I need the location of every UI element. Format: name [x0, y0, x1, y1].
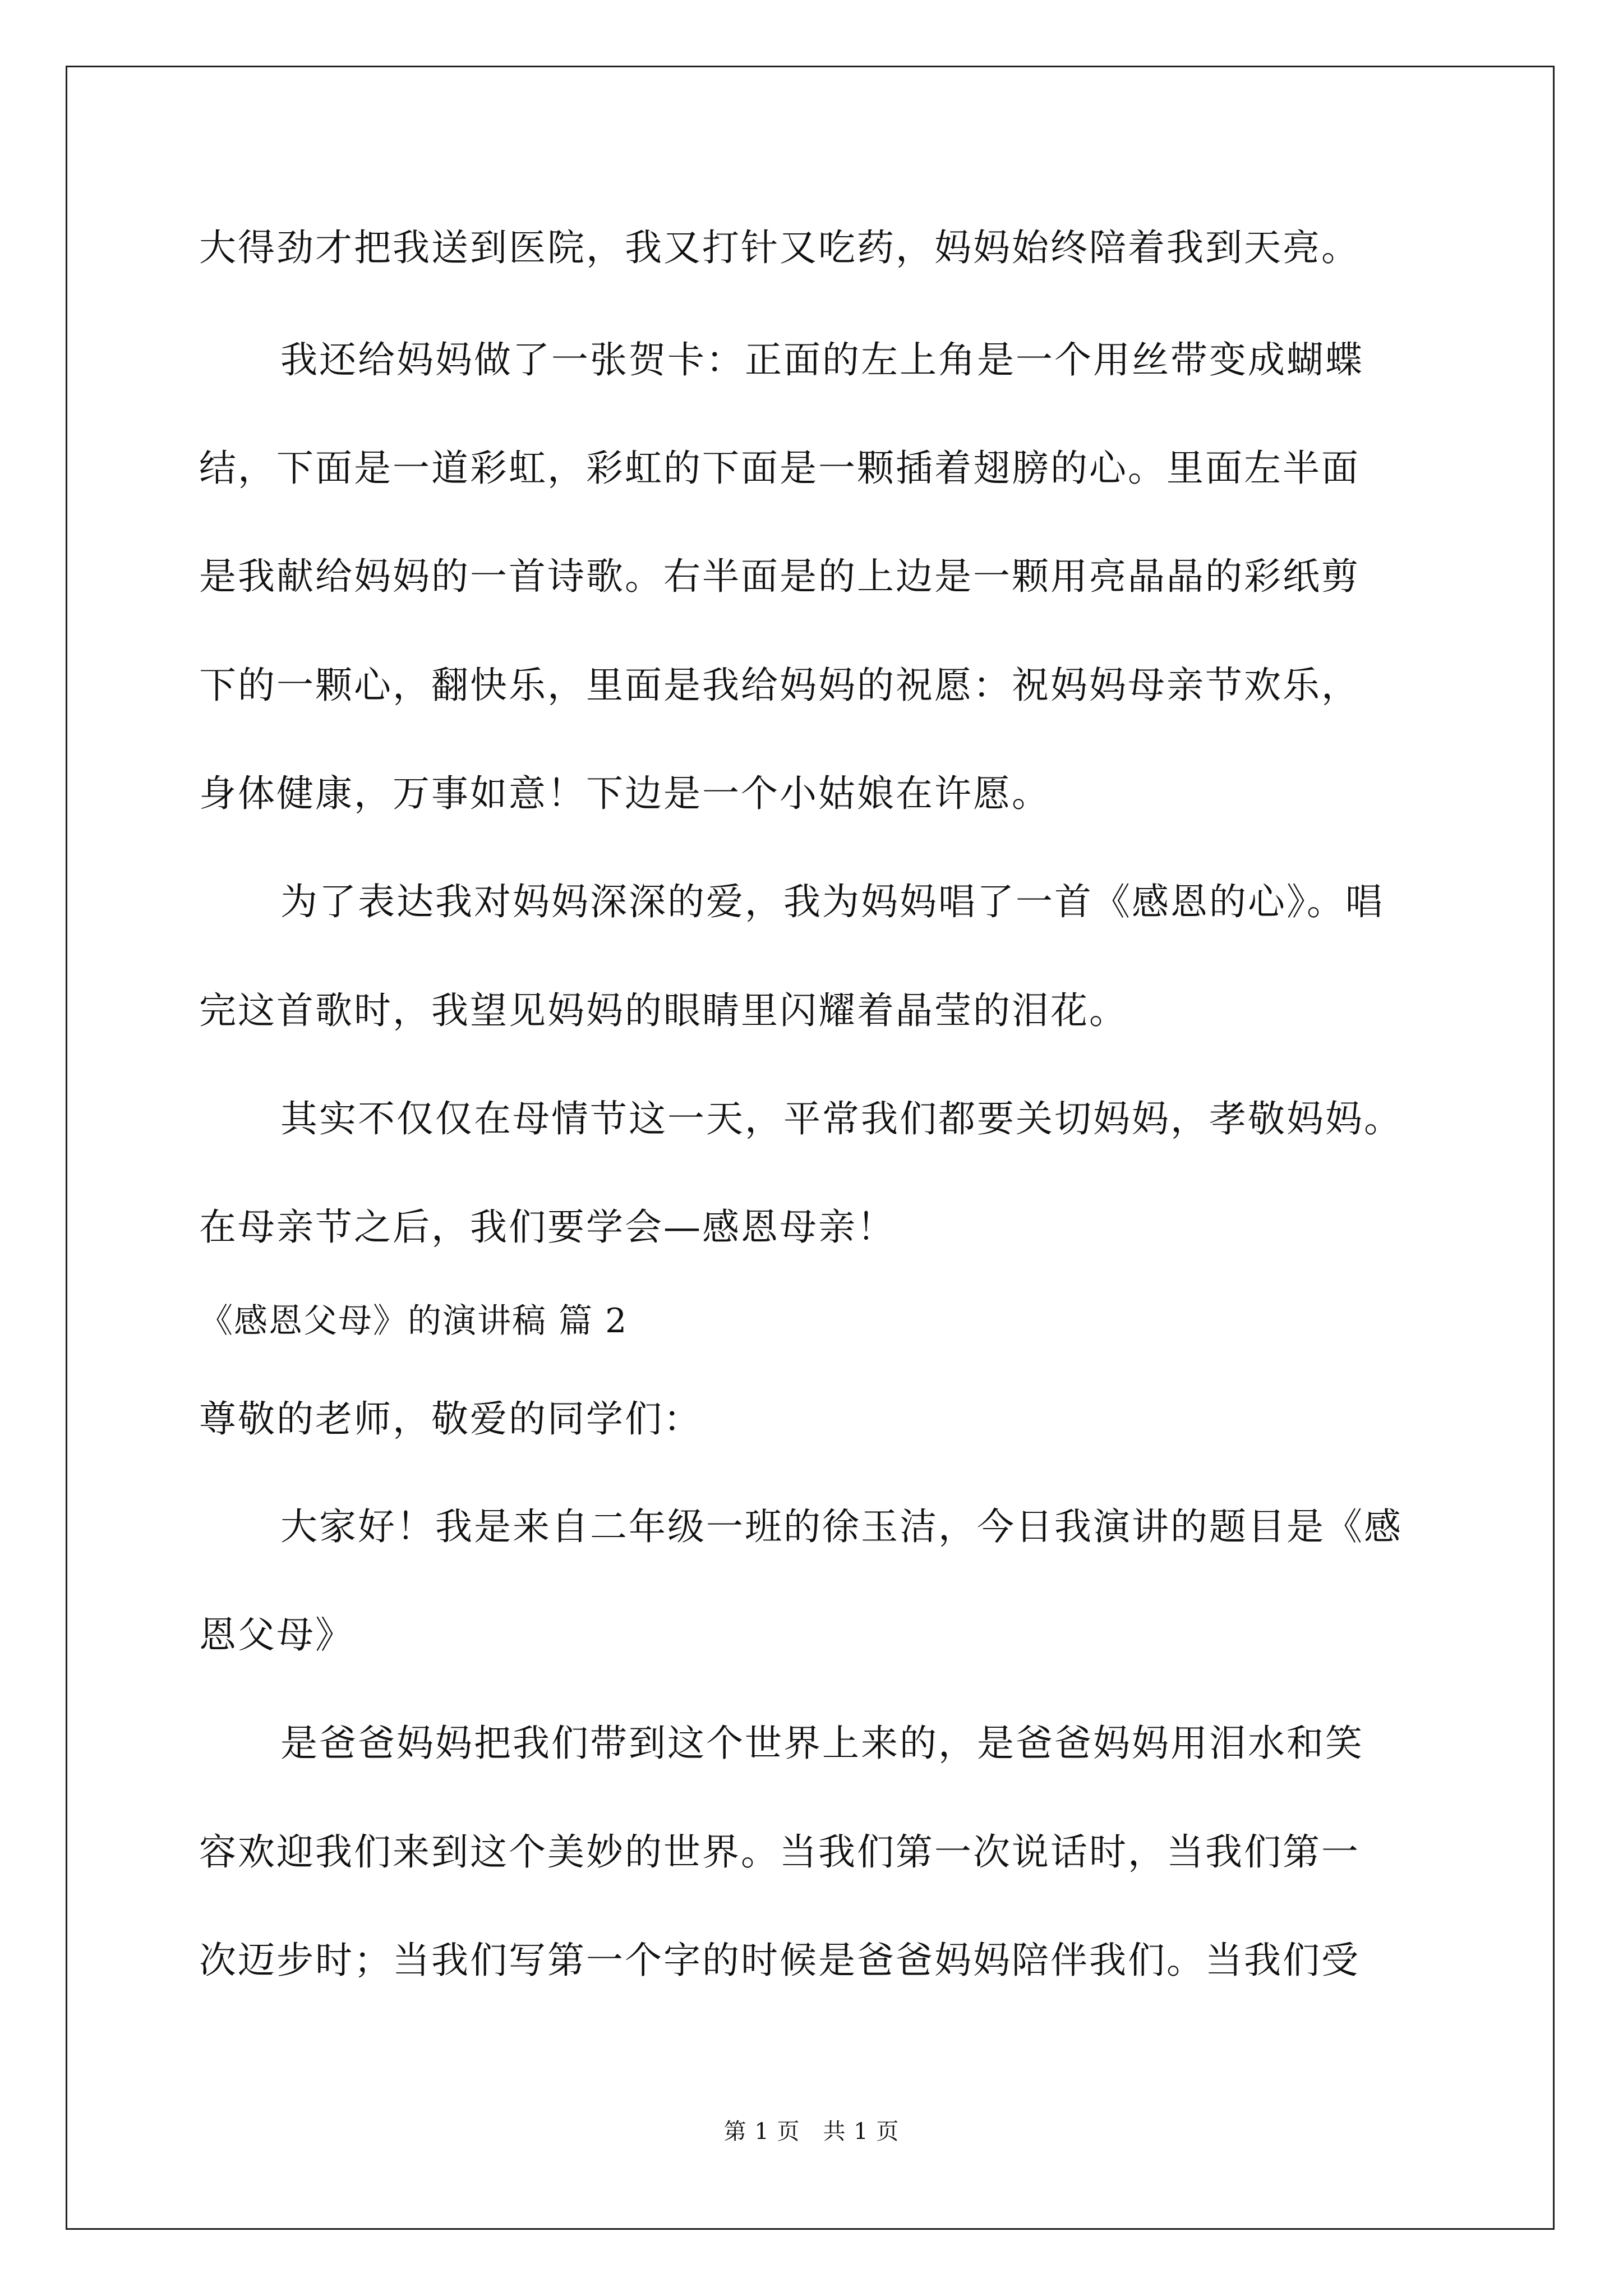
paragraph-line: 完这首歌时，我望见妈妈的眼睛里闪耀着晶莹的泪花。 [199, 989, 1128, 1032]
salutation-line: 尊敬的老师，敬爱的同学们： [199, 1397, 702, 1441]
paragraph-line: 下的一颗心，翻快乐，里面是我给妈妈的祝愿：祝妈妈母亲节欢乐， [199, 664, 1360, 707]
paragraph-line: 在母亲节之后，我们要学会—感恩母亲！ [199, 1205, 896, 1249]
paragraph-line: 我还给妈妈做了一张贺卡：正面的左上角是一个用丝带变成蝴蝶 [280, 338, 1364, 381]
paragraph-line: 身体健康，万事如意！下边是一个小姑娘在许愿。 [199, 772, 1050, 815]
paragraph-line: 次迈步时；当我们写第一个字的时候是爸爸妈妈陪伴我们。当我们受 [199, 1939, 1360, 1982]
paragraph-line: 是我献给妈妈的一首诗歌。右半面是的上边是一颗用亮晶晶的彩纸剪 [199, 555, 1360, 598]
paragraph-line: 大家好！我是来自二年级一班的徐玉洁，今日我演讲的题目是《感 [280, 1505, 1403, 1548]
page-border [66, 66, 1555, 2230]
paragraph-line: 大得劲才把我送到医院，我又打针又吃药，妈妈始终陪着我到天亮。 [199, 226, 1360, 269]
page-number-footer: 第 1 页 共 1 页 [723, 2119, 900, 2145]
paragraph-line: 结，下面是一道彩虹，彩虹的下面是一颗插着翅膀的心。里面左半面 [199, 447, 1360, 490]
paragraph-line: 容欢迎我们来到这个美妙的世界。当我们第一次说话时，当我们第一 [199, 1830, 1360, 1874]
paragraph-line: 其实不仅仅在母情节这一天，平常我们都要关切妈妈，孝敬妈妈。 [280, 1097, 1403, 1140]
paragraph-line: 是爸爸妈妈把我们带到这个世界上来的，是爸爸妈妈用泪水和笑 [280, 1722, 1364, 1765]
section-heading: 《感恩父母》的演讲稿 篇 2 [199, 1301, 628, 1341]
paragraph-line: 恩父母》 [199, 1613, 354, 1657]
paragraph-line: 为了表达我对妈妈深深的爱，我为妈妈唱了一首《感恩的心》。唱 [280, 880, 1384, 923]
